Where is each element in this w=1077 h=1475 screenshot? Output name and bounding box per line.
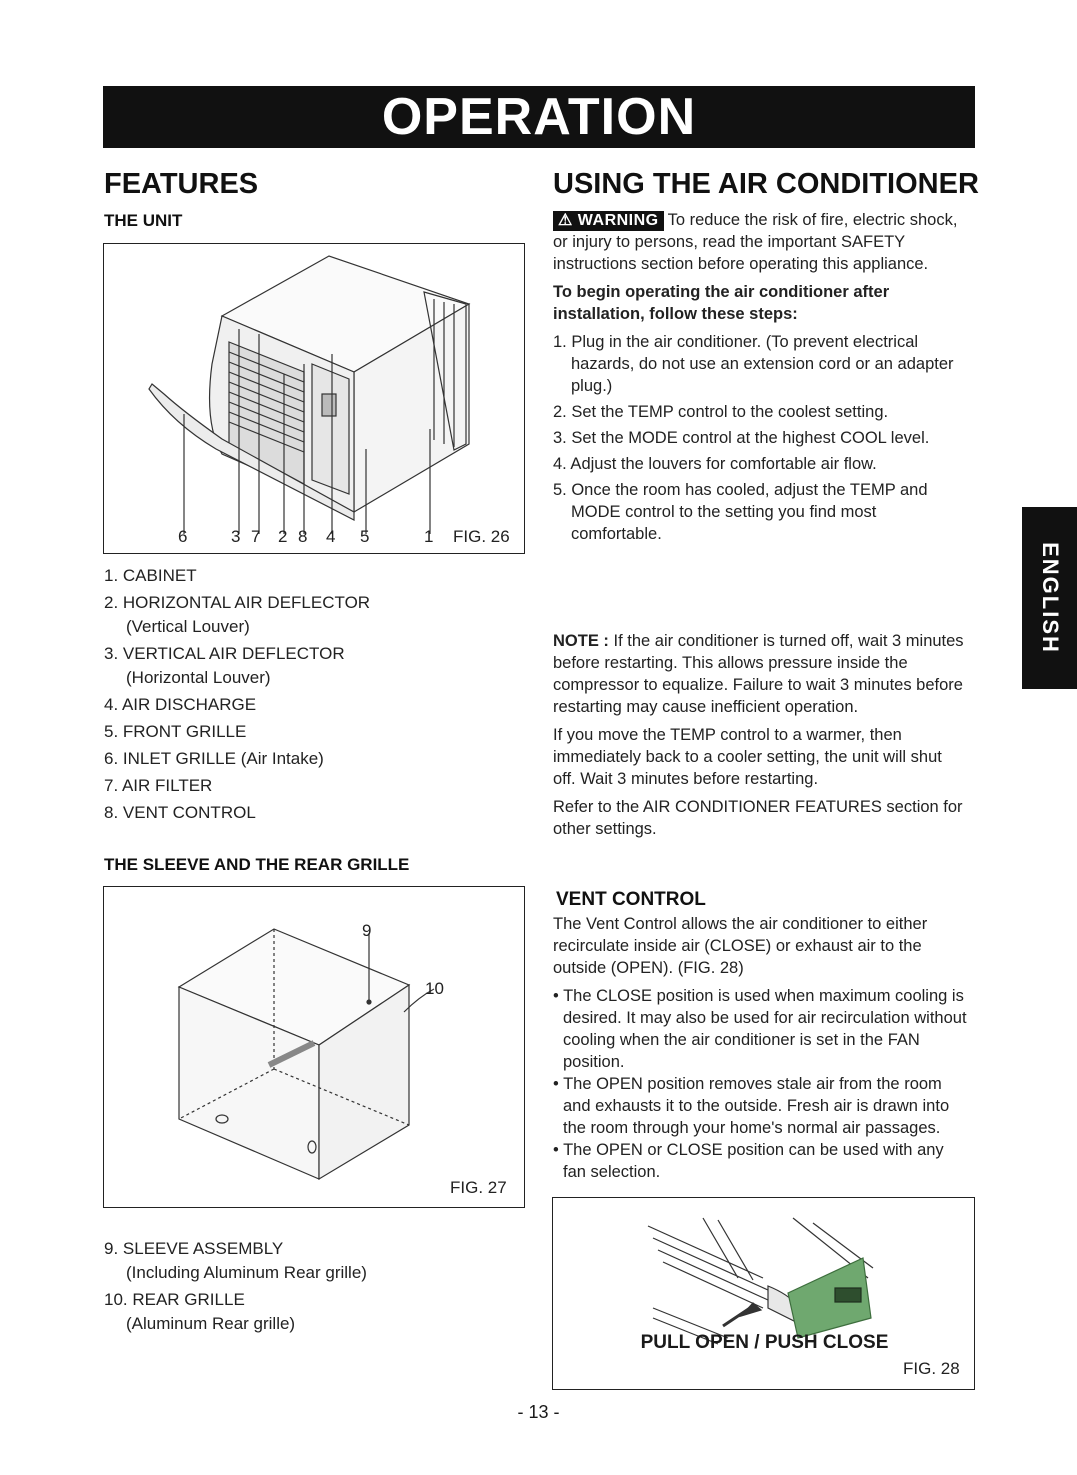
vent-bullets (553, 985, 968, 1183)
note-paragraph (553, 630, 968, 718)
fig27-callout-10: 10 (425, 979, 444, 998)
step-item: 1. Plug in the air conditioner. (To prevent electrical hazards, do not use an extension cord or an adapter plug.) (553, 333, 954, 395)
part-item (104, 564, 514, 588)
fig26-label: FIG. 26 (453, 527, 510, 546)
language-tab (1022, 507, 1077, 689)
part-item (104, 774, 514, 798)
unit-drawing (104, 244, 526, 555)
vent-bullet: • The CLOSE position is used when maximum cooling is desired. It may also be used for air recirculation without cooling when the air conditioner is set in the FAN position. (553, 987, 967, 1071)
warning-badge-label: WARNING (577, 212, 659, 229)
fig26-callout-8: 8 (298, 527, 308, 546)
vent-bullet: • The OPEN position removes stale air from the room and exhausts it to the outside. Fresh air is drawn into the room through your home's normal air passages. (553, 1075, 950, 1137)
fig27-sleeve-illustration (103, 886, 525, 1208)
fig28-label: FIG. 28 (903, 1359, 960, 1378)
part-item (104, 801, 514, 825)
part-label: 10. REAR GRILLE (104, 1290, 245, 1309)
steps-heading: To begin operating the air conditioner after installation, follow these steps: (553, 283, 890, 323)
fig28-caption: PULL OPEN / PUSH CLOSE (640, 1332, 889, 1353)
fig26-callout-6: 6 (178, 527, 188, 546)
part-item (104, 1288, 514, 1336)
warning-text: To reduce the risk of fire, electric shock, or injury to persons, read the important SAFETY instructions section before operating this appliance. (553, 211, 958, 273)
vent-intro: The Vent Control allows the air conditioner to either recirculate inside air (CLOSE) or exhaust air to the outside (OPEN). (FIG. 28) (553, 915, 928, 977)
note-text: If the air conditioner is turned off, wait 3 minutes before restarting. This allows pressure inside the compressor to equalize. Failure to wait 3 minutes before restarting may cause inefficient operation. (553, 632, 964, 716)
sleeve-drawing (104, 887, 526, 1209)
part-item (104, 720, 514, 744)
part-item (104, 747, 514, 771)
note-section (553, 630, 968, 846)
steps-list (553, 331, 968, 545)
refer-paragraph: Refer to the AIR CONDITIONER FEATURES section for other settings. (553, 798, 963, 838)
using-section (553, 209, 968, 549)
fig27-callout-9: 9 (362, 921, 372, 940)
fig26-callout-1: 1 (424, 527, 434, 546)
warning-paragraph (553, 209, 968, 275)
part-label: 6. INLET GRILLE (Air Intake) (104, 749, 324, 768)
part-sublabel: (Horizontal Louver) (126, 668, 271, 687)
step-item: 4. Adjust the louvers for comfortable air flow. (553, 455, 877, 473)
step-item: 2. Set the TEMP control to the coolest setting. (553, 403, 889, 421)
part-sublabel: (Vertical Louver) (126, 617, 250, 636)
warning-badge: ⚠ WARNING (553, 211, 664, 231)
part-sublabel: (Including Aluminum Rear grille) (126, 1263, 367, 1282)
step-item: 5. Once the room has cooled, adjust the TEMP and MODE control to the setting you find most comfortable. (553, 481, 928, 543)
part-label: 4. AIR DISCHARGE (104, 695, 257, 714)
part-label: 7. AIR FILTER (104, 776, 213, 795)
language-tab-label: ENGLISH (1037, 542, 1063, 654)
page-number: - 13 - (517, 1402, 560, 1422)
temp-paragraph: If you move the TEMP control to a warmer, then immediately back to a cooler setting, the unit will shut off. Wait 3 minutes before restarting. (553, 726, 942, 788)
sleeve-subtitle: THE SLEEVE AND THE REAR GRILLE (104, 855, 410, 874)
vent-bullet: • The OPEN or CLOSE position can be used with any fan selection. (553, 1141, 944, 1181)
part-item (104, 1237, 514, 1285)
note-label: NOTE : (553, 632, 609, 650)
part-item (104, 591, 514, 639)
fig26-callout-3: 3 (231, 527, 241, 546)
using-title: USING THE AIR CONDITIONER (553, 168, 979, 200)
unit-subtitle: THE UNIT (104, 211, 183, 230)
fig26-callout-5: 5 (360, 527, 370, 546)
fig26-callout-7: 7 (251, 527, 261, 546)
vent-title: VENT CONTROL (556, 889, 706, 910)
part-label: 2. HORIZONTAL AIR DEFLECTOR (104, 593, 371, 612)
part-label: 1. CABINET (104, 566, 197, 585)
part-label: 5. FRONT GRILLE (104, 722, 247, 741)
part-label: 9. SLEEVE ASSEMBLY (104, 1239, 284, 1258)
part-label: 3. VERTICAL AIR DEFLECTOR (104, 644, 345, 663)
part-label: 8. VENT CONTROL (104, 803, 256, 822)
page-banner: OPERATION (103, 86, 975, 148)
part-sublabel: (Aluminum Rear grille) (126, 1314, 296, 1333)
unit-parts-list (104, 564, 514, 828)
vent-section (553, 913, 968, 1183)
features-title: FEATURES (104, 168, 259, 200)
fig26-callout-2: 2 (278, 527, 288, 546)
fig27-label: FIG. 27 (450, 1178, 507, 1197)
part-item (104, 693, 514, 717)
sleeve-parts-list (104, 1237, 514, 1339)
fig28-vent-illustration (552, 1197, 975, 1390)
fig26-callout-4: 4 (326, 527, 336, 546)
step-item: 3. Set the MODE control at the highest COOL level. (553, 429, 930, 447)
fig26-unit-illustration (103, 243, 525, 554)
part-item (104, 642, 514, 690)
